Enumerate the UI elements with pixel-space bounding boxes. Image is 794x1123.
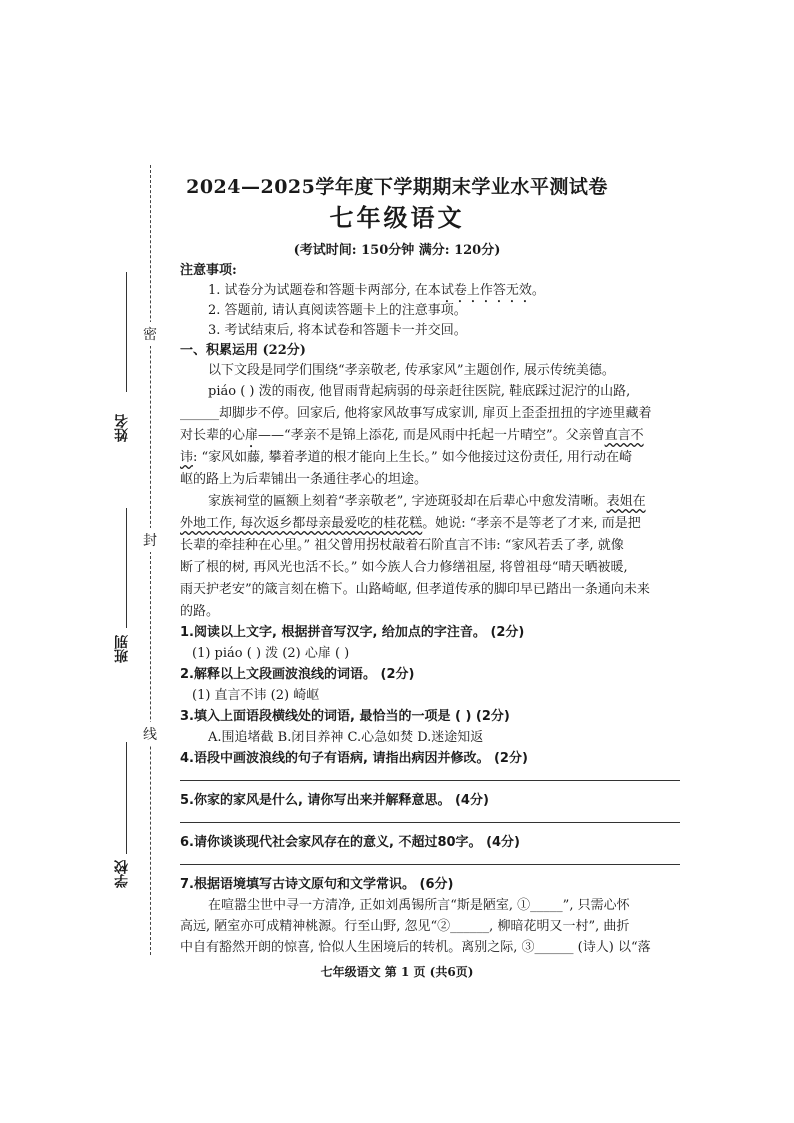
passage2-line1: 家族祠堂的匾额上刻着“孝亲敬老”, 字迹斑驳却在后辈心中愈发清晰。表姐在 xyxy=(208,494,646,509)
passage2-line5: 雨天护老安”的箴言刻在檐下。山路崎岖, 但孝道传承的脚印早已踏出一条通向未来 xyxy=(180,582,650,597)
section1-intro: 以下文段是同学们围绕“孝亲敬老, 传承家风”主题创作, 展示传统美德。 xyxy=(208,363,615,378)
question-3-options: A.围追堵截 B.闭目养神 C.心急如焚 D.迷途知返 xyxy=(208,730,484,745)
question-7: 7.根据语境填写古诗文原句和文学常识。 (6分) xyxy=(180,877,454,892)
passage1-line4: 讳: “家风如藤, 攀着孝道的根才能向上生长。” 如今他接过这份责任, 用行动在崎 xyxy=(180,450,632,465)
exam-info: (考试时间: 150分钟 满分: 120分) xyxy=(293,243,501,258)
question-7-line3: 中自有豁然开朗的惊喜, 恰似人生困境后的转机。离别之际, ③______ (诗人) 以“落 xyxy=(180,940,651,955)
question-1-options: (1) piáo ( ) 泼 (2) 心扉 ( ) xyxy=(192,646,350,661)
passage2-line2: 外地工作, 每次返乡都母亲最爱吃的桂花糕。她说: “孝亲不是等老了才来, 而是把 xyxy=(180,516,641,531)
seal-char-xian: 线 xyxy=(143,722,157,746)
name-field-line[interactable] xyxy=(126,272,127,392)
passage2-line6: 的路。 xyxy=(180,604,220,619)
passage2-line4: 断了根的树, 再风光也活不长。” 如今族人合力修缮祖屋, 将曾祖母“晴天晒被暖, xyxy=(180,560,628,575)
answer-line-q6[interactable] xyxy=(180,864,680,865)
class-label: 班别 xyxy=(114,635,130,663)
question-6: 6.请你谈谈现代社会家风存在的意义, 不超过80字。 (4分) xyxy=(180,835,520,850)
note-3: 3. 考试结束后, 将本试卷和答题卡一并交回。 xyxy=(208,323,467,338)
question-7-line2: 高远, 陋室亦可成精神桃源。行至山野, 忽见“②______, 柳暗花明又一村”, 曲折 xyxy=(180,919,630,934)
notes-heading: 注意事项: xyxy=(180,263,237,278)
answer-line-q5[interactable] xyxy=(180,822,680,823)
passage2-line3: 长辈的牵挂种在心里。” 祖父曾用拐杖敲着石阶直言不讳: “家风若丢了孝, 就像 xyxy=(180,538,624,553)
name-label: 姓名 xyxy=(114,414,130,442)
question-4: 4.语段中画波浪线的句子有语病, 请指出病因并修改。 (2分) xyxy=(180,751,528,766)
note-1: 1. 试卷分为试题卷和答题卡两部分, 在本试卷上作答无效。 xyxy=(208,283,545,298)
seal-char-mi: 密 xyxy=(143,322,157,346)
question-5: 5.你家的家风是什么, 请你写出来并解释意思。 (4分) xyxy=(180,793,489,808)
section1-heading: 一、积累运用 (22分) xyxy=(180,343,306,358)
class-field-line[interactable] xyxy=(126,508,127,628)
note-2: 2. 答题前, 请认真阅读答题卡上的注意事项。 xyxy=(208,303,467,318)
binding-dashed-line xyxy=(150,165,151,955)
question-3: 3.填入上面语段横线处的词语, 最恰当的一项是 ( ) (2分) xyxy=(180,709,510,724)
school-field-line[interactable] xyxy=(126,742,127,854)
question-2-options: (1) 直言不讳 (2) 崎岖 xyxy=(192,688,320,703)
passage1-line1: piáo ( ) 泼的雨夜, 他冒雨背起病弱的母亲赶往医院, 鞋底踩过泥泞的山路, xyxy=(208,384,631,399)
question-1: 1.阅读以上文字, 根据拼音写汉字, 给加点的字注音。 (2分) xyxy=(180,625,525,640)
exam-subtitle: 七年级语文 xyxy=(329,203,465,232)
school-label: 学校 xyxy=(114,860,130,888)
question-7-line1: 在喧嚣尘世中寻一方清净, 正如刘禹锡所言“斯是陋室, ①_____”, 只需心怀 xyxy=(208,898,630,913)
passage1-line3: 对长辈的心扉——“孝亲不是锦上添花, 而是风雨中托起一片晴空”。父亲曾直言不 xyxy=(180,428,644,443)
passage1-line2: ______却脚步不停。回家后, 他将家风故事写成家训, 扉页上歪歪扭扭的字迹里藏着 xyxy=(180,406,652,421)
passage1-line5: 岖的路上为后辈铺出一条通往孝心的坦途。 xyxy=(180,472,428,487)
page-footer: 七年级语文 第 1 页 (共6页) xyxy=(320,965,474,979)
seal-char-feng: 封 xyxy=(143,528,157,552)
exam-title: 2024—2025学年度下学期期末学业水平测试卷 xyxy=(186,176,608,198)
question-2: 2.解释以上文段画波浪线的词语。 (2分) xyxy=(180,667,415,682)
answer-line-q4[interactable] xyxy=(180,780,680,781)
